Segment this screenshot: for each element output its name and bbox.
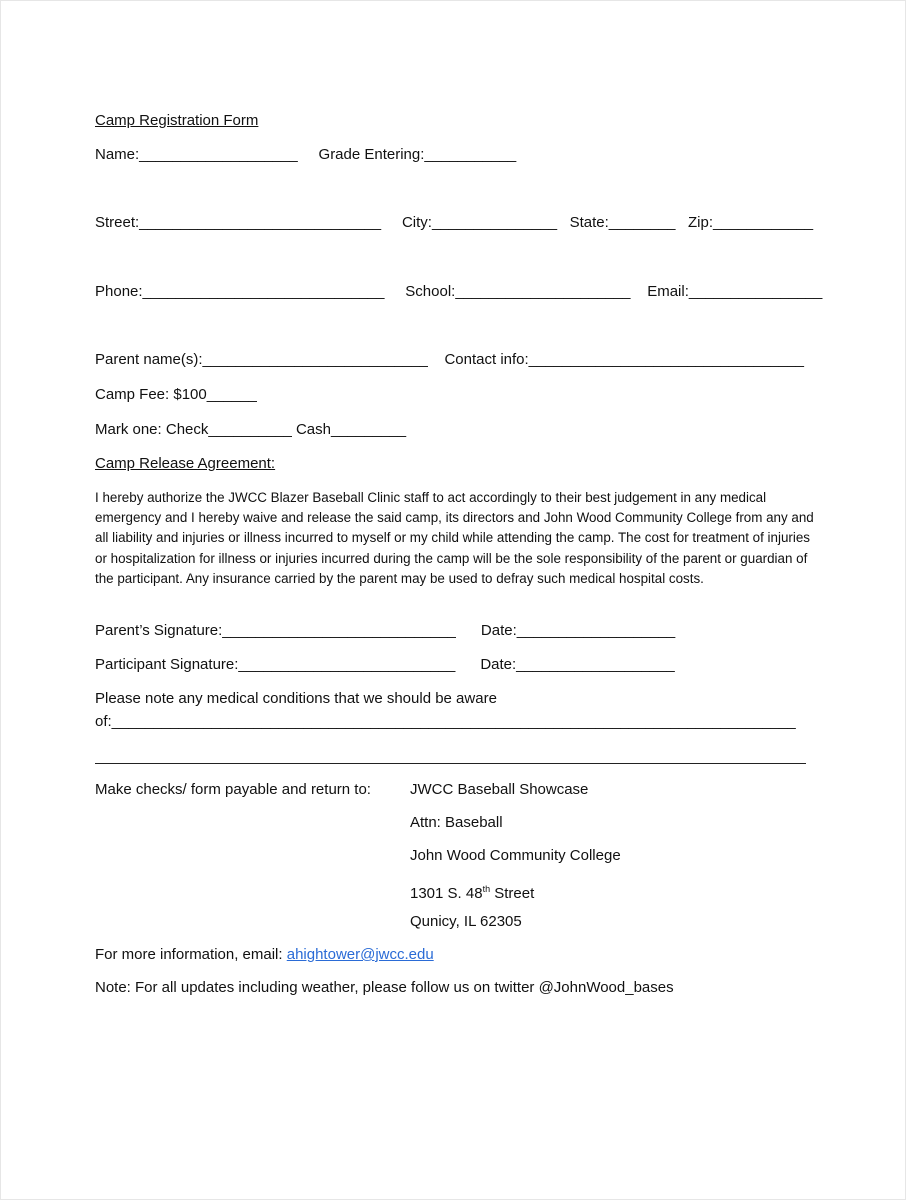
street-number: 1301 S. 48 — [410, 885, 483, 902]
address-line-5: Qunicy, IL 62305 — [410, 913, 522, 930]
release-heading: Camp Release Agreement: — [95, 455, 276, 472]
participant-signature-row: Participant Signature:__________________________ Date:___________________ — [95, 656, 675, 673]
medical-extra-line — [95, 763, 806, 764]
more-info-row — [95, 946, 434, 964]
parent-row: Parent name(s):___________________________ Contact info:_________________________________ — [95, 351, 804, 368]
email-link[interactable]: ahightower@jwcc.edu — [286, 946, 434, 963]
twitter-note: Note: For all updates including weather, please follow us on twitter @JohnWood_bases — [95, 979, 674, 996]
address-line-1: JWCC Baseball Showcase — [410, 781, 589, 798]
street-name: Street — [490, 885, 535, 902]
name-grade-row: Name:___________________ Grade Entering:___________ — [95, 146, 517, 163]
parent-signature-row: Parent’s Signature:____________________________ Date:___________________ — [95, 622, 676, 639]
address-line-4 — [410, 880, 534, 903]
contact-row: Phone:_____________________________ School:_____________________ Email:________________ — [95, 283, 823, 300]
form-title: Camp Registration Form — [95, 112, 259, 129]
address-row: Street:_____________________________ City:_______________ State:________ Zip:____________ — [95, 214, 814, 231]
address-line-3: John Wood Community College — [410, 847, 621, 864]
payable-label: Make checks/ form payable and return to: — [95, 781, 371, 798]
camp-fee-row: Camp Fee: $100______ — [95, 386, 257, 403]
payment-method-row: Mark one: Check__________ Cash_________ — [95, 421, 407, 438]
more-info-label: For more information, email: — [95, 946, 287, 963]
medical-prompt: Please note any medical conditions that we should be aware — [95, 690, 497, 707]
address-line-2: Attn: Baseball — [410, 814, 503, 831]
release-paragraph: I hereby authorize the JWCC Blazer Baseball Clinic staff to act accordingly to their best judgement in any medical emergency and I hereby waive and release the said camp, its directors and John Wood Community College from any and all liability and injuries or illness incurred to myself or my child while attending the camp. The cost for treatment of injuries or hospitalization for illness or injuries incurred during the camp will be the sole responsibility of the parent or guardian of the participant. Any insurance carried by the parent may be used to defray such medical hospital costs. — [95, 490, 814, 586]
street-suffix: th — [482, 884, 491, 894]
medical-line: of:__________________________________________________________________________________ — [95, 713, 796, 730]
